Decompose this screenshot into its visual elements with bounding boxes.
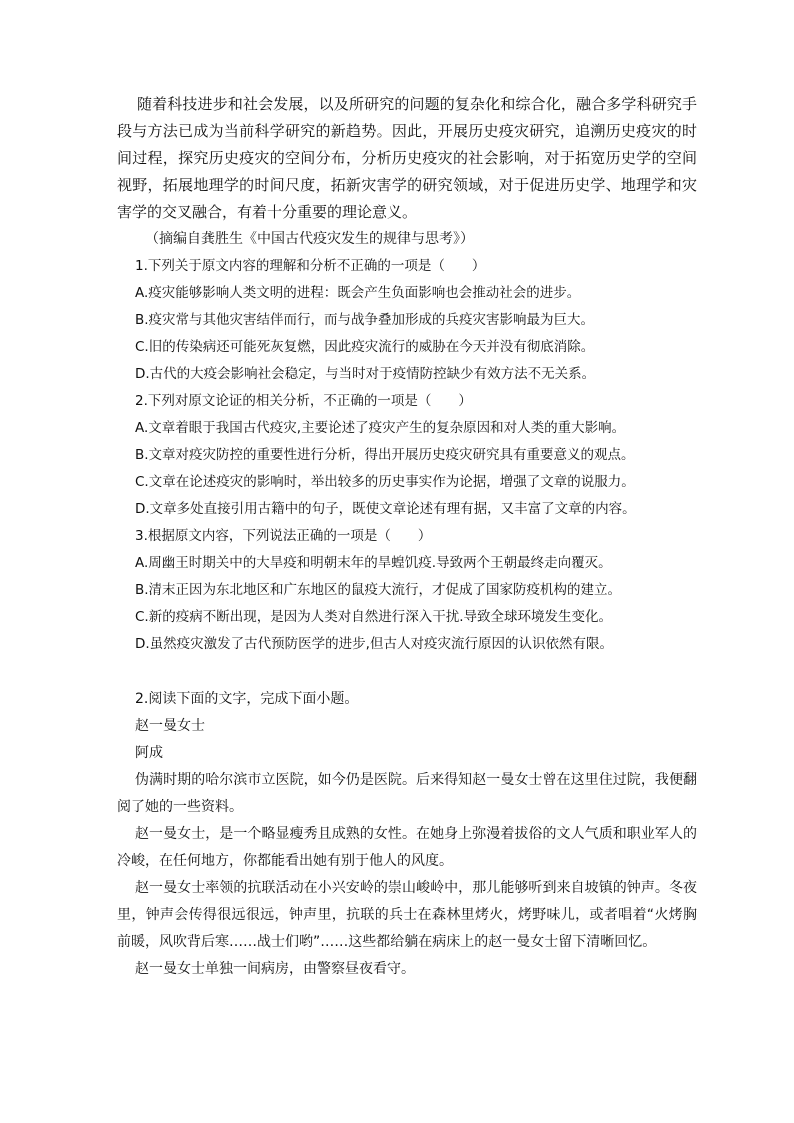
- passage1-paragraph: 随着科技进步和社会发展，以及所研究的问题的复杂化和综合化，融合多学科研究手段与方法已成为当前科学研究的新趋势。因此，开展历史疫灾研究，追溯历史疫灾的时间过程，探究历史疫灾的空间分布，分析历史疫灾的社会影响，对于拓宽历史学的空间视野，拓展地理学的时间尺度，拓新灾害学的研究领域，对于促进历史学、地理学和灾害学的交叉融合，有着十分重要的理论意义。: [117, 95, 697, 221]
- question-2-option-a: A.文章着眼于我国古代疫灾,主要论述了疫灾产生的复杂原因和对人类的重大影响。: [135, 420, 626, 436]
- question-3-stem: 3.根据原文内容，下列说法正确的一项是（ ）: [135, 528, 432, 544]
- question-3-option-a: A.周幽王时期关中的大旱疫和明朝末年的旱蝗饥疫.导致两个王朝最终走向覆灭。: [135, 555, 612, 571]
- question-2: [117, 388, 697, 523]
- question-2-option-c: C.文章在论述疫灾的影响时，举出较多的历史事实作为论据，增强了文章的说服力。: [135, 474, 635, 490]
- question-1-option-b: B.疫灾常与其他灾害结伴而行，而与战争叠加形成的兵疫灾害影响最为巨大。: [135, 312, 595, 328]
- question-1: [117, 253, 697, 388]
- question-1-option-d: D.古代的大疫会影响社会稳定，与当时对于疫情防控缺少有效方法不无关系。: [135, 366, 596, 382]
- question-2-option-b: B.文章对疫灾防控的重要性进行分析，得出开展历史疫灾研究具有重要意义的观点。: [135, 447, 635, 463]
- passage1-source: （摘编自龚胜生《中国古代疫灾发生的规律与思考》）: [145, 231, 474, 247]
- question-3: [117, 523, 697, 658]
- question-3-option-d: D.虽然疫灾激发了古代预防医学的进步,但古人对疫灾流行原因的认识依然有限。: [135, 636, 613, 652]
- passage2-title: 赵一曼女士: [135, 718, 205, 734]
- question-1-option-a: A.疫灾能够影响人类文明的进程：既会产生负面影响也会推动社会的进步。: [135, 285, 581, 301]
- question-1-option-c: C.旧的传染病还可能死灰复燃，因此疫灾流行的威胁在今天并没有彻底消除。: [135, 339, 595, 355]
- passage2-paragraph-2: 赵一曼女士，是一个略显瘦秀且成熟的女性。在她身上弥漫着拔俗的文人气质和职业军人的冷峻，在任何地方，你都能看出她有别于他人的风度。: [117, 826, 697, 869]
- document-body: [117, 91, 697, 983]
- question-2-option-d: D.文章多处直接引用古籍中的句子，既使文章论述有理有据，又丰富了文章的内容。: [135, 501, 636, 517]
- question-2-stem: 2.下列对原文论证的相关分析，不正确的一项是（ ）: [135, 393, 472, 409]
- passage2-paragraph-3: 赵一曼女士率领的抗联活动在小兴安岭的崇山峻岭中，那儿能够听到来自坡镇的钟声。冬夜里，钟声会传得很远很远，钟声里，抗联的兵士在森林里烤火，烤野味儿，或者唱着“火烤胸前暖，风吹背后寒……战士们哟”……这些都给躺在病床上的赵一曼女士留下清晰回忆。: [117, 880, 697, 950]
- question-3-option-b: B.清末正因为东北地区和广东地区的鼠疫大流行，才促成了国家防疫机构的建立。: [135, 582, 622, 598]
- question-3-option-c: C.新的疫病不断出现，是因为人类对自然进行深入干扰.导致全球环境发生变化。: [135, 609, 613, 625]
- section-gap: [117, 658, 697, 686]
- passage2-instruction: 2.阅读下面的文字，完成下面小题。: [135, 691, 359, 707]
- passage2-paragraph-1: 伪满时期的哈尔滨市立医院，如今仍是医院。后来得知赵一曼女士曾在这里住过院，我便翻阅了她的一些资料。: [117, 772, 697, 815]
- question-1-stem: 1.下列关于原文内容的理解和分析不正确的一项是（ ）: [135, 258, 486, 274]
- passage2-author: 阿成: [135, 745, 163, 761]
- passage2-paragraph-4: 赵一曼女士单独一间病房，由警察昼夜看守。: [135, 961, 415, 977]
